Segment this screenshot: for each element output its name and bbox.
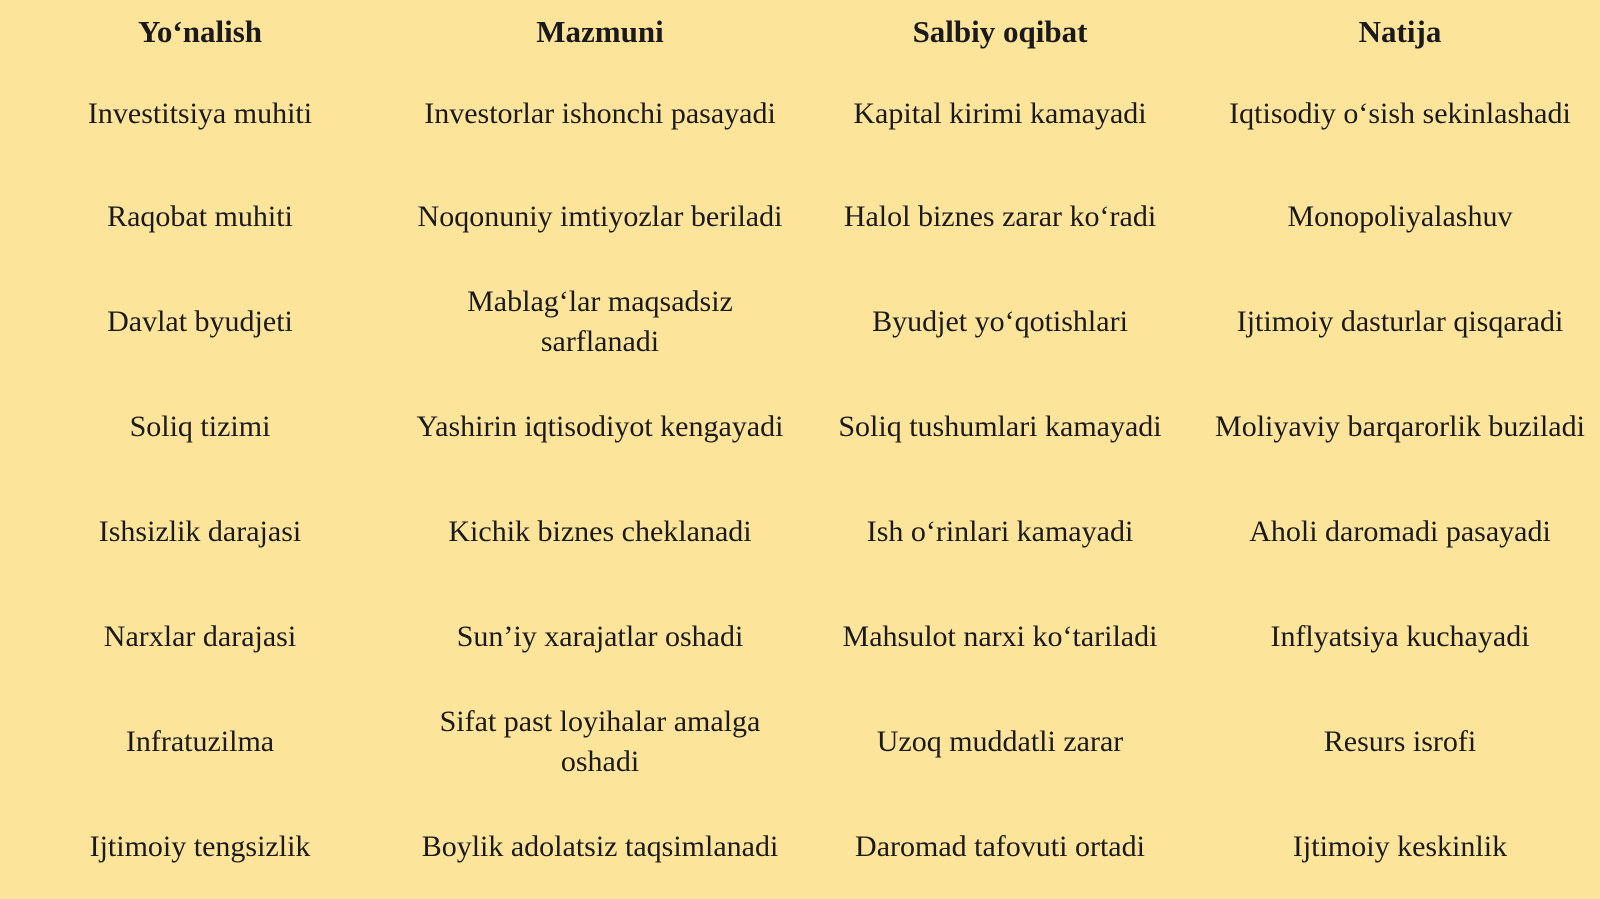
table-cell: Yashirin iqtisodiyot kengayadi [416, 409, 784, 443]
table-cell: Byudjet yo‘qotishlari [872, 304, 1128, 338]
header-cell-natija: Natija [1358, 14, 1442, 50]
table-cell: Kichik biznes cheklanadi [448, 514, 752, 548]
table-cell: Iqtisodiy o‘sish sekinlashadi [1229, 97, 1571, 130]
table-cell: Sifat past loyihalar amalga oshadi [439, 704, 761, 778]
table-cell: Boylik adolatsiz taqsimlanadi [421, 829, 779, 863]
table-cell: Ijtimoiy keskinlik [1292, 829, 1508, 863]
table-cell: Ishsizlik darajasi [98, 514, 302, 548]
table-row [0, 269, 1600, 374]
table-cell: Monopoliyalashuv [1287, 199, 1513, 233]
header-cell-mazmuni: Mazmuni [536, 14, 664, 50]
header-row [0, 0, 1600, 64]
table-row [0, 689, 1600, 794]
table-cell: Ijtimoiy dasturlar qisqaradi [1236, 304, 1564, 338]
table-row [0, 64, 1600, 164]
table-row [0, 794, 1600, 899]
table-cell: Aholi daromadi pasayadi [1249, 514, 1551, 548]
table-row [0, 164, 1600, 269]
table-row [0, 374, 1600, 479]
table-row [0, 584, 1600, 689]
table-header [0, 0, 1600, 64]
table-body [0, 64, 1600, 899]
table-cell: Mahsulot narxi ko‘tariladi [842, 619, 1158, 653]
table-cell: Davlat byudjeti [107, 304, 293, 338]
table-cell: Noqonuniy imtiyozlar beriladi [417, 199, 783, 233]
table-cell: Narxlar darajasi [103, 619, 297, 653]
table-cell: Kapital kirimi kamayadi [853, 97, 1147, 130]
table-cell: Ijtimoiy tengsizlik [89, 829, 311, 863]
header-cell-salbiy-oqibat: Salbiy oqibat [912, 14, 1088, 50]
table-cell: Uzoq muddatli zarar [876, 724, 1124, 758]
table-row [0, 479, 1600, 584]
table-cell: Investorlar ishonchi pasayadi [424, 97, 776, 130]
table-cell: Daromad tafovuti ortadi [855, 829, 1145, 863]
table-cell: Resurs isrofi [1323, 724, 1477, 758]
table-cell: Soliq tushumlari kamayadi [838, 409, 1162, 443]
table-cell: Soliq tizimi [129, 409, 271, 443]
table-cell: Investitsiya muhiti [87, 97, 313, 130]
header-cell-yonalish: Yo‘nalish [137, 14, 263, 50]
table-cell: Halol biznes zarar ko‘radi [843, 199, 1157, 233]
table-cell: Moliyaviy barqarorlik buziladi [1215, 409, 1585, 443]
table-cell: Raqobat muhiti [107, 199, 293, 233]
table-cell: Infratuzilma [125, 724, 275, 758]
table-cell: Sun’iy xarajatlar oshadi [456, 619, 744, 653]
table-cell: Mablag‘lar maqsadsiz sarflanadi [467, 284, 733, 358]
table-cell: Ish o‘rinlari kamayadi [866, 514, 1134, 548]
table-cell: Inflyatsiya kuchayadi [1270, 619, 1530, 653]
